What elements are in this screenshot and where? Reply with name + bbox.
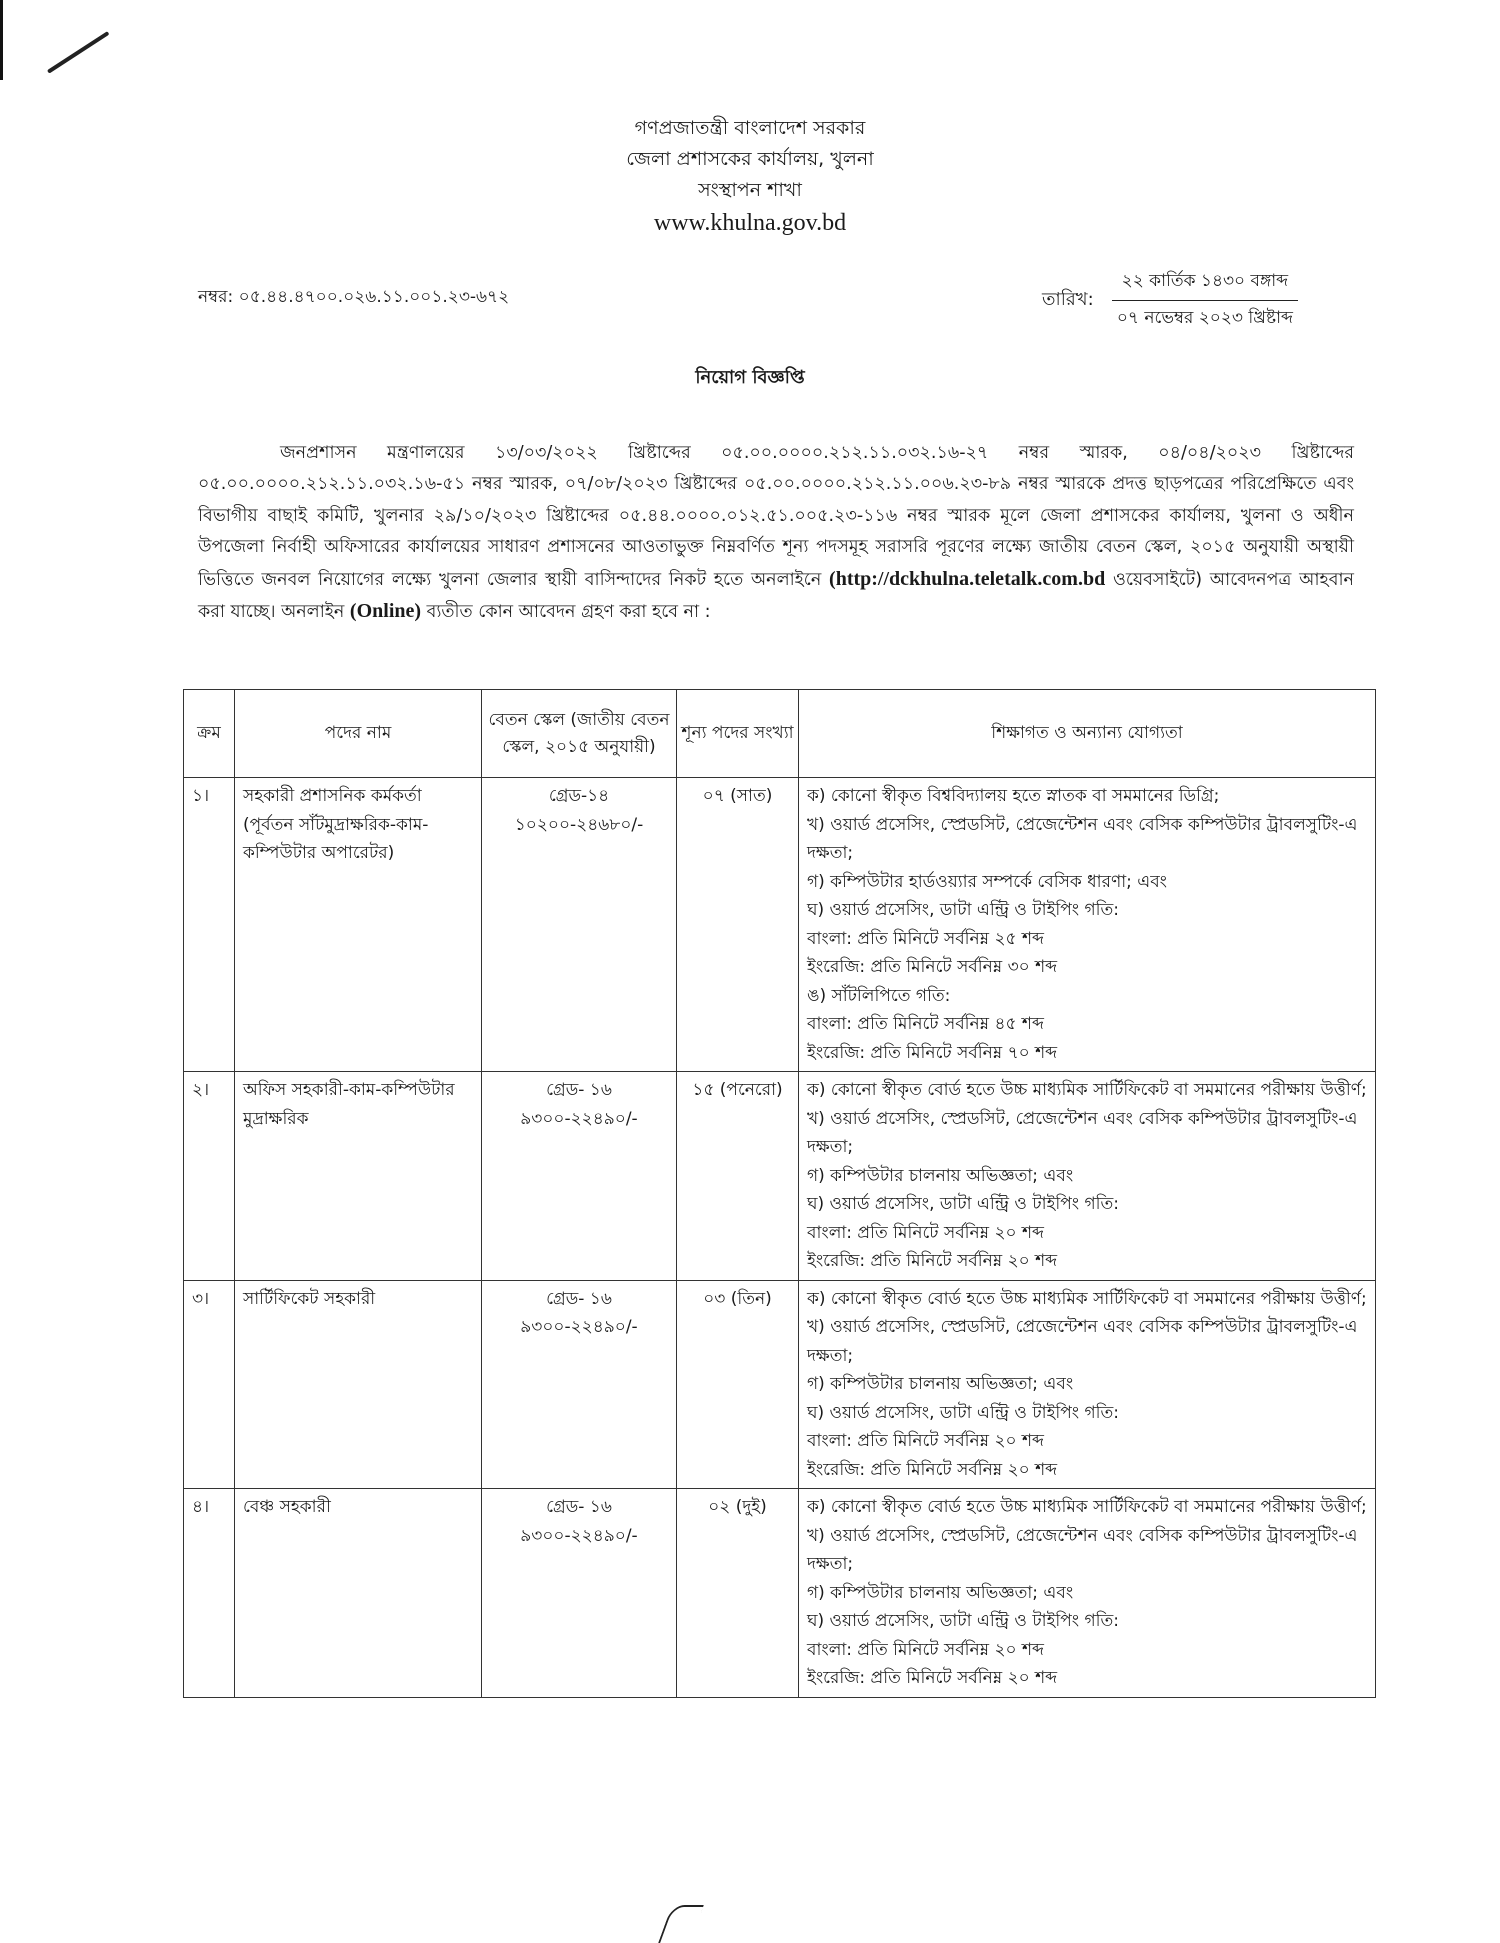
cell-pay-scale — [482, 1072, 677, 1281]
grade: গ্রেড- ১৬ — [546, 1288, 612, 1309]
cell-vacancies: ১৫ (পনেরো) — [677, 1072, 799, 1281]
qualification-line: খ) ওয়ার্ড প্রসেসিং, স্প্রেডসিট, প্রেজেন্টেশন এবং বেসিক কম্পিউটার ট্রাবলসুটিং-এ দক্ষতা; — [807, 1317, 1358, 1366]
cell-serial: ৪। — [184, 1489, 235, 1698]
header-vacancies: শূন্য পদের সংখ্যা — [677, 690, 799, 778]
qualification-line: ইংরেজি: প্রতি মিনিটে সর্বনিম্ন ৩০ শব্দ — [807, 957, 1058, 977]
grade: গ্রেড-১৪ — [548, 786, 610, 806]
qualification-line: ঘ) ওয়ার্ড প্রসেসিং, ডাটা এন্ট্রি ও টাইপিং গতি: — [807, 1611, 1119, 1631]
table-row — [184, 1072, 1376, 1281]
section-name: সংস্থাপন শাখা — [698, 179, 802, 201]
qualification-line: গ) কম্পিউটার চালনায় অভিজ্ঞতা; এবং — [807, 1582, 1074, 1603]
qualification-line: ক) কোনো স্বীকৃত বোর্ড হতে উচ্চ মাধ্যমিক সার্টিফিকেট বা সমমানের পরীক্ষায় উত্তীর্ণ; — [807, 1288, 1367, 1309]
qualification-line: খ) ওয়ার্ড প্রসেসিং, স্প্রেডসিট, প্রেজেন্টেশন এবং বেসিক কম্পিউটার ট্রাবলসুটিং-এ দক্ষতা; — [807, 814, 1358, 863]
pay-range: ৯৩০০-২২৪৯০/- — [520, 1317, 638, 1337]
date-bangla: ২২ কার্তিক ১৪৩০ বঙ্গাব্দ — [1112, 268, 1298, 301]
qualification-line: গ) কম্পিউটার চালনায় অভিজ্ঞতা; এবং — [807, 1165, 1074, 1186]
qualification-line: ঘ) ওয়ার্ড প্রসেসিং, ডাটা এন্ট্রি ও টাইপিং গতি: — [807, 1402, 1119, 1423]
table-row — [184, 1489, 1376, 1698]
qualification-line: ইংরেজি: প্রতি মিনিটে সর্বনিম্ন ২০ শব্দ — [807, 1251, 1058, 1271]
qualification-line: ক) কোনো স্বীকৃত বোর্ড হতে উচ্চ মাধ্যমিক সার্টিফিকেট বা সমমানের পরীক্ষায় উত্তীর্ণ; — [807, 1497, 1367, 1517]
body-text-1: জনপ্রশাসন মন্ত্রণালয়ের ১৩/০৩/২০২২ খ্রিষ্টাব্দের ০৫.০০.০০০০.২১২.১১.০৩২.১৬-২৭ নম্বর স্মারক, ০৪/০৪/২০২৩ খ্রিষ্টাব্দের ০৫.০০.০০০০.২১২.১১.০৩২.১৬-৫১ নম্বর স্মারক, ০৭/০৮/২০২৩ খ্রিষ্টাব্দের ০৫.০০.০০০০.২১২.১১.০০৬.২৩-৮৯ নম্বর স্মারকে প্রদত্ত ছাড়পত্রের পরিপ্রেক্ষিতে এবং বিভাগীয় বাছাই কমিটি, খুলনার ২৯/১০/২০২৩ খ্রিষ্টাব্দের ০৫.৪৪.০০০০.০১২.৫১.০০৫.২৩-১১৬ নম্বর স্মারক মূলে জেলা প্রশাসকের কার্যালয়, খুলনা ও অধীন উপজেলা নির্বাহী অফিসারের কার্যালয়ের সাধারণ প্রশাসনের আওতাভুক্ত নিম্নবর্ণিত শূন্য পদসমূহ সরাসরি পূরণের লক্ষ্যে জাতীয় বেতন স্কেল, ২০১৫ অনুযায়ী অস্থায়ী ভিত্তিতে জনবল নিয়োগের লক্ষ্যে খুলনা জেলার স্থায়ী বাসিন্দাদের নিকট হতে অনলাইনে — [198, 442, 1354, 590]
notice-title: নিয়োগ বিজ্ঞপ্তি — [695, 367, 805, 388]
signature-mark — [658, 1905, 704, 1943]
office-name: জেলা প্রশাসকের কার্যালয়, খুলনা — [626, 148, 874, 170]
cell-post-name: সহকারী প্রশাসনিক কর্মকর্তা (পূর্বতন সাঁটমুদ্রাক্ষরিক-কাম-কম্পিউটার অপারেটর) — [235, 778, 482, 1072]
table-row — [184, 778, 1376, 1072]
qualification-line: ঘ) ওয়ার্ড প্রসেসিং, ডাটা এন্ট্রি ও টাইপিং গতি: — [807, 1194, 1119, 1214]
qualification-line: ক) কোনো স্বীকৃত বোর্ড হতে উচ্চ মাধ্যমিক সার্টিফিকেট বা সমমানের পরীক্ষায় উত্তীর্ণ; — [807, 1080, 1367, 1100]
qualification-line: বাংলা: প্রতি মিনিটে সর্বনিম্ন ৪৫ শব্দ — [807, 1014, 1044, 1034]
cell-post-name: বেঞ্চ সহকারী — [235, 1489, 482, 1698]
pay-range: ৯৩০০-২২৪৯০/- — [520, 1525, 638, 1546]
link-open-paren: ( — [829, 567, 836, 590]
qualification-line: খ) ওয়ার্ড প্রসেসিং, স্প্রেডসিট, প্রেজেন্টেশন এবং বেসিক কম্পিউটার ট্রাবলসুটিং-এ দক্ষতা; — [807, 1108, 1358, 1157]
header-serial: ক্রম — [184, 690, 235, 778]
letterhead — [0, 113, 1500, 240]
date-gregorian: ০৭ নভেম্বর ২০২৩ খ্রিষ্টাব্দ — [1116, 308, 1293, 328]
vacancy-table — [183, 689, 1376, 1698]
cell-serial: ২। — [184, 1072, 235, 1281]
cell-pay-scale — [482, 778, 677, 1072]
table-row — [184, 1280, 1376, 1489]
cell-serial: ১। — [184, 778, 235, 1072]
body-text-3: ব্যতীত কোন আবেদন গ্রহণ করা হবে না : — [421, 602, 711, 622]
notice-body — [198, 438, 1354, 629]
application-link[interactable]: http://dckhulna.teletalk.com.bd — [835, 567, 1106, 590]
qualification-line: গ) কম্পিউটার হার্ডওয়্যার সম্পর্কে বেসিক ধারণা; এবং — [807, 871, 1168, 892]
date-stack — [1112, 268, 1298, 333]
cell-qualifications — [799, 1489, 1376, 1698]
scan-edge — [0, 0, 3, 80]
body-text-2: ওয়েবসাইটে) আবেদনপত্র আহবান করা যাচ্ছে। অনলাইন — [198, 569, 1354, 622]
cell-post-name: সার্টিফিকেট সহকারী — [235, 1280, 482, 1489]
qualification-line: খ) ওয়ার্ড প্রসেসিং, স্প্রেডসিট, প্রেজেন্টেশন এবং বেসিক কম্পিউটার ট্রাবলসুটিং-এ দক্ষতা; — [807, 1525, 1358, 1574]
cell-vacancies: ০২ (দুই) — [677, 1489, 799, 1698]
pay-range: ১০২০০-২৪৬৮০/- — [514, 814, 644, 835]
cell-post-name: অফিস সহকারী-কাম-কম্পিউটার মুদ্রাক্ষরিক — [235, 1072, 482, 1281]
qualification-line: বাংলা: প্রতি মিনিটে সর্বনিম্ন ২৫ শব্দ — [807, 928, 1044, 949]
qualification-line: ঙ) সাঁটলিপিতে গতি: — [807, 985, 951, 1006]
cell-pay-scale — [482, 1489, 677, 1698]
table-header-row — [184, 690, 1376, 778]
cell-pay-scale — [482, 1280, 677, 1489]
qualification-line: বাংলা: প্রতি মিনিটে সর্বনিম্ন ২০ শব্দ — [807, 1222, 1044, 1243]
qualification-line: ক) কোনো স্বীকৃত বিশ্ববিদ্যালয় হতে স্নাতক বা সমমানের ডিগ্রি; — [807, 786, 1220, 806]
pen-stroke-mark — [47, 31, 110, 74]
government-name: গণপ্রজাতন্ত্রী বাংলাদেশ সরকার — [634, 117, 866, 139]
qualification-line: ঘ) ওয়ার্ড প্রসেসিং, ডাটা এন্ট্রি ও টাইপিং গতি: — [807, 900, 1119, 920]
cell-qualifications — [799, 778, 1376, 1072]
qualification-line: গ) কম্পিউটার চালনায় অভিজ্ঞতা; এবং — [807, 1374, 1074, 1394]
grade: গ্রেড- ১৬ — [546, 1080, 612, 1100]
grade: গ্রেড- ১৬ — [546, 1497, 612, 1517]
header-qualifications: শিক্ষাগত ও অন্যান্য যোগ্যতা — [799, 690, 1376, 778]
header-post: পদের নাম — [235, 690, 482, 778]
cell-vacancies: ০৩ (তিন) — [677, 1280, 799, 1489]
cell-serial: ৩। — [184, 1280, 235, 1489]
header-scale: বেতন স্কেল (জাতীয় বেতন স্কেল, ২০১৫ অনুযায়ী) — [482, 690, 677, 778]
cell-qualifications — [799, 1072, 1376, 1281]
memo-number: নম্বর: ০৫.৪৪.৪৭০০.০২৬.১১.০০১.২৩-৬৭২ — [198, 287, 510, 307]
cell-vacancies: ০৭ (সাত) — [677, 778, 799, 1072]
office-website[interactable]: www.khulna.gov.bd — [653, 210, 847, 236]
pay-range: ৯৩০০-২২৪৯০/- — [520, 1108, 638, 1129]
date-block — [1042, 268, 1298, 333]
online-word: (Online) — [349, 600, 422, 622]
qualification-line: বাংলা: প্রতি মিনিটে সর্বনিম্ন ২০ শব্দ — [807, 1431, 1044, 1451]
qualification-line: ইংরেজি: প্রতি মিনিটে সর্বনিম্ন ৭০ শব্দ — [807, 1042, 1058, 1063]
qualification-line: ইংরেজি: প্রতি মিনিটে সর্বনিম্ন ২০ শব্দ — [807, 1668, 1058, 1688]
date-label: তারিখ: — [1042, 289, 1094, 310]
qualification-line: বাংলা: প্রতি মিনিটে সর্বনিম্ন ২০ শব্দ — [807, 1639, 1044, 1660]
cell-qualifications — [799, 1280, 1376, 1489]
qualification-line: ইংরেজি: প্রতি মিনিটে সর্বনিম্ন ২০ শব্দ — [807, 1459, 1058, 1480]
